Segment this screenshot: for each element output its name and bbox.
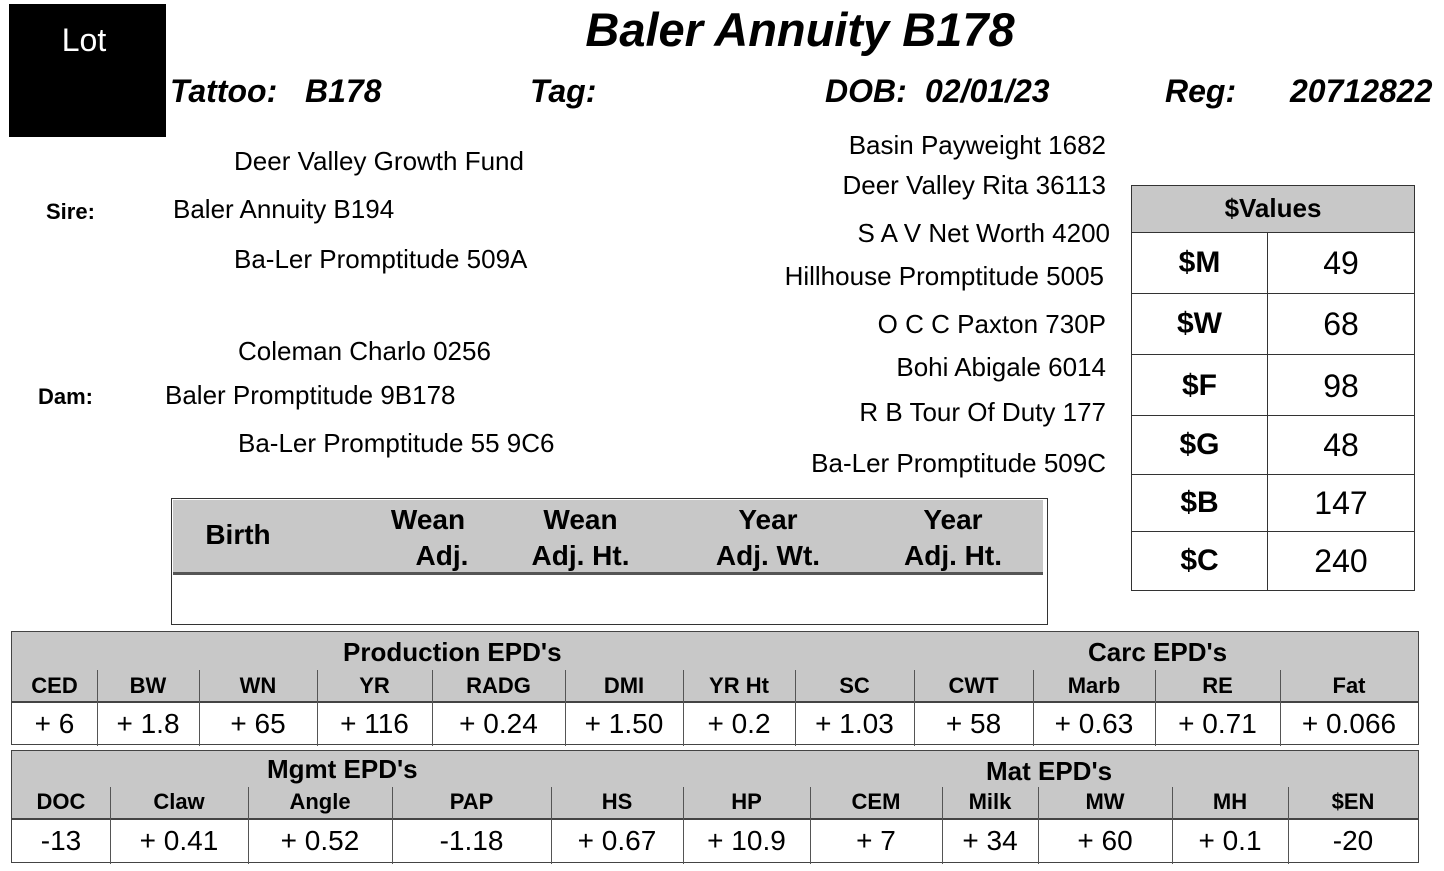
epd-value: + 7: [856, 825, 896, 856]
column-divider: [432, 670, 433, 746]
measure-col-line2: Adj. Ht.: [531, 540, 630, 571]
epd-column-header: Marb: [1067, 673, 1121, 698]
measure-col-line1: Year: [923, 504, 983, 535]
column-divider: [914, 670, 915, 746]
value-number: 48: [1323, 427, 1359, 463]
pedigree-ssdd: Hillhouse Promptitude 5005: [784, 261, 1104, 291]
measure-col-line1: Wean: [543, 504, 618, 535]
management-epd-table: [11, 750, 1419, 863]
epd-column-header: DMI: [603, 673, 645, 698]
value-number: 49: [1323, 245, 1359, 281]
epd-value: + 1.50: [584, 708, 664, 739]
column-divider: [317, 670, 318, 746]
epd-column-header: YR Ht: [709, 673, 769, 698]
epd-column-header: Fat: [1332, 673, 1366, 698]
epd-column-header: Claw: [153, 789, 205, 814]
pedigree-ssss: Basin Payweight 1682: [848, 130, 1106, 160]
value-key: $G: [1132, 416, 1268, 474]
value-row: [1132, 416, 1414, 475]
tag-label: Tag:: [530, 73, 597, 109]
measure-col-wean-adj: [348, 502, 508, 574]
measure-col-wean-adj-ht: [508, 502, 653, 574]
epd-value: + 0.52: [280, 825, 360, 856]
value-row: [1132, 233, 1414, 294]
epd-column-header: MW: [1085, 789, 1125, 814]
measure-col-line2: Adj. Ht.: [904, 540, 1002, 571]
epd-column-header: HS: [601, 789, 633, 814]
measure-col-line1: Wean: [390, 504, 466, 535]
column-divider: [1033, 670, 1034, 746]
epd-value: + 10.9: [707, 825, 786, 856]
epd-value: -13: [40, 825, 82, 856]
value-key: $F: [1132, 355, 1268, 415]
epd-value: + 0.066: [1301, 708, 1397, 739]
pedigree-sssd: Deer Valley Rita 36113: [842, 170, 1106, 200]
epd-column-header: SC: [839, 673, 870, 698]
value-key: $B: [1132, 475, 1268, 531]
column-divider: [1288, 787, 1289, 864]
epd-column-header: $EN: [1331, 789, 1375, 814]
epd-value: + 0.41: [139, 825, 219, 856]
pedigree-dsdd: Ba-Ler Promptitude 509C: [811, 448, 1106, 478]
column-divider: [795, 670, 796, 746]
reg-label: Reg:: [1165, 73, 1237, 109]
column-divider: [683, 787, 684, 864]
column-divider: [248, 787, 249, 864]
epd-value: + 1.8: [116, 708, 180, 739]
epd-value: + 116: [340, 708, 409, 739]
pedigree-ssds: S A V Net Worth 4200: [857, 218, 1110, 248]
epd-value: + 58: [945, 708, 1002, 739]
animal-title: Baler Annuity B178: [585, 3, 1015, 56]
epd-value: + 65: [230, 708, 286, 739]
dob-label: DOB:: [825, 73, 907, 109]
value-row: [1132, 475, 1414, 532]
epd-value: + 60: [1077, 825, 1133, 856]
value-number: 68: [1323, 306, 1359, 342]
column-divider: [1155, 670, 1156, 746]
sire-label: Sire:: [46, 199, 95, 224]
epd-column-header: CWT: [948, 673, 999, 698]
production-epd-group-label: Production EPD's: [343, 637, 562, 667]
dob-value: 02/01/23: [925, 73, 1050, 109]
epd-column-header: Milk: [968, 789, 1012, 814]
measure-col-line2: Adj.: [415, 540, 469, 571]
management-epd-group-label: Mgmt EPD's: [267, 754, 418, 784]
value-row: [1132, 532, 1414, 590]
column-divider: [683, 670, 684, 746]
column-divider: [810, 787, 811, 864]
value-key: $M: [1132, 233, 1268, 293]
column-divider: [565, 670, 566, 746]
value-number: 147: [1314, 485, 1368, 521]
column-divider: [551, 787, 552, 864]
epd-column-header: RE: [1202, 673, 1233, 698]
carcass-epd-group-label: Carc EPD's: [1088, 637, 1228, 667]
dam: Baler Promptitude 9B178: [165, 380, 456, 410]
dam-sire: Coleman Charlo 0256: [238, 336, 491, 366]
dam-dam: Ba-Ler Promptitude 55 9C6: [238, 428, 555, 458]
epd-column-header: DOC: [36, 789, 86, 814]
epd-column-header: RADG: [466, 673, 531, 698]
maternal-epd-group-label: Mat EPD's: [986, 756, 1113, 786]
column-divider: [110, 787, 111, 864]
measurements-table: [171, 498, 1048, 625]
epd-value: + 0.24: [459, 708, 538, 739]
epd-value: + 0.63: [1054, 708, 1134, 739]
epd-column-header: HP: [731, 789, 762, 814]
value-key: $C: [1132, 532, 1268, 590]
column-divider: [97, 670, 98, 746]
column-divider: [1172, 787, 1173, 864]
reg-value: 20712822: [1290, 73, 1433, 109]
column-divider: [942, 787, 943, 864]
dollar-values-table: [1131, 185, 1415, 591]
epd-column-header: PAP: [449, 789, 494, 814]
pedigree-dssd: Bohi Abigale 6014: [896, 352, 1106, 382]
epd-column-header: YR: [359, 673, 390, 698]
measure-col-birth: [183, 517, 293, 553]
epd-column-header: WN: [239, 673, 277, 698]
sire: Baler Annuity B194: [173, 194, 395, 224]
epd-value: + 0.71: [1178, 708, 1257, 739]
pedigree-dsds: R B Tour Of Duty 177: [859, 397, 1106, 427]
epd-column-header: Angle: [289, 789, 351, 814]
epd-value: -20: [1332, 825, 1374, 856]
measurements-header: [173, 500, 1043, 575]
sire-dam: Ba-Ler Promptitude 509A: [234, 244, 528, 274]
dollar-values-title: $Values: [1132, 186, 1414, 233]
epd-column-header: CEM: [851, 789, 901, 814]
epd-value: + 1.03: [815, 708, 894, 739]
lot-box: [9, 4, 166, 137]
column-divider: [1038, 787, 1039, 864]
epd-value: + 0.2: [707, 708, 771, 739]
epd-column-header: BW: [129, 673, 167, 698]
epd-value: + 0.67: [577, 825, 657, 856]
value-number: 98: [1323, 368, 1359, 404]
measure-col-line2: Adj. Wt.: [715, 540, 821, 571]
epd-value: + 0.1: [1198, 825, 1262, 856]
measure-col-line1: Year: [738, 504, 798, 535]
measure-col-year-adj-ht: [878, 502, 1028, 574]
epd-column-header: CED: [31, 673, 78, 698]
sire-sire: Deer Valley Growth Fund: [234, 146, 524, 176]
value-number: 240: [1314, 543, 1368, 579]
pedigree-dsss: O C C Paxton 730P: [877, 309, 1106, 339]
measure-col-year-adj-wt: [693, 502, 843, 574]
epd-column-header: MH: [1212, 789, 1248, 814]
value-key: $W: [1132, 294, 1268, 354]
epd-value: + 6: [34, 708, 75, 739]
value-row: [1132, 355, 1414, 416]
epd-value: + 34: [962, 825, 1018, 856]
measure-col-line1: Birth: [205, 519, 271, 550]
tattoo-label: Tattoo:: [170, 73, 278, 109]
production-epd-table: [11, 631, 1419, 745]
column-divider: [199, 670, 200, 746]
epd-value: -1.18: [439, 825, 504, 856]
lot-label: Lot: [61, 22, 107, 58]
column-divider: [392, 787, 393, 864]
header-divider: [12, 701, 1418, 703]
value-row: [1132, 294, 1414, 355]
dam-label: Dam:: [38, 384, 94, 409]
column-divider: [1280, 670, 1281, 746]
tattoo-value: B178: [305, 73, 382, 109]
header-divider: [12, 818, 1418, 820]
